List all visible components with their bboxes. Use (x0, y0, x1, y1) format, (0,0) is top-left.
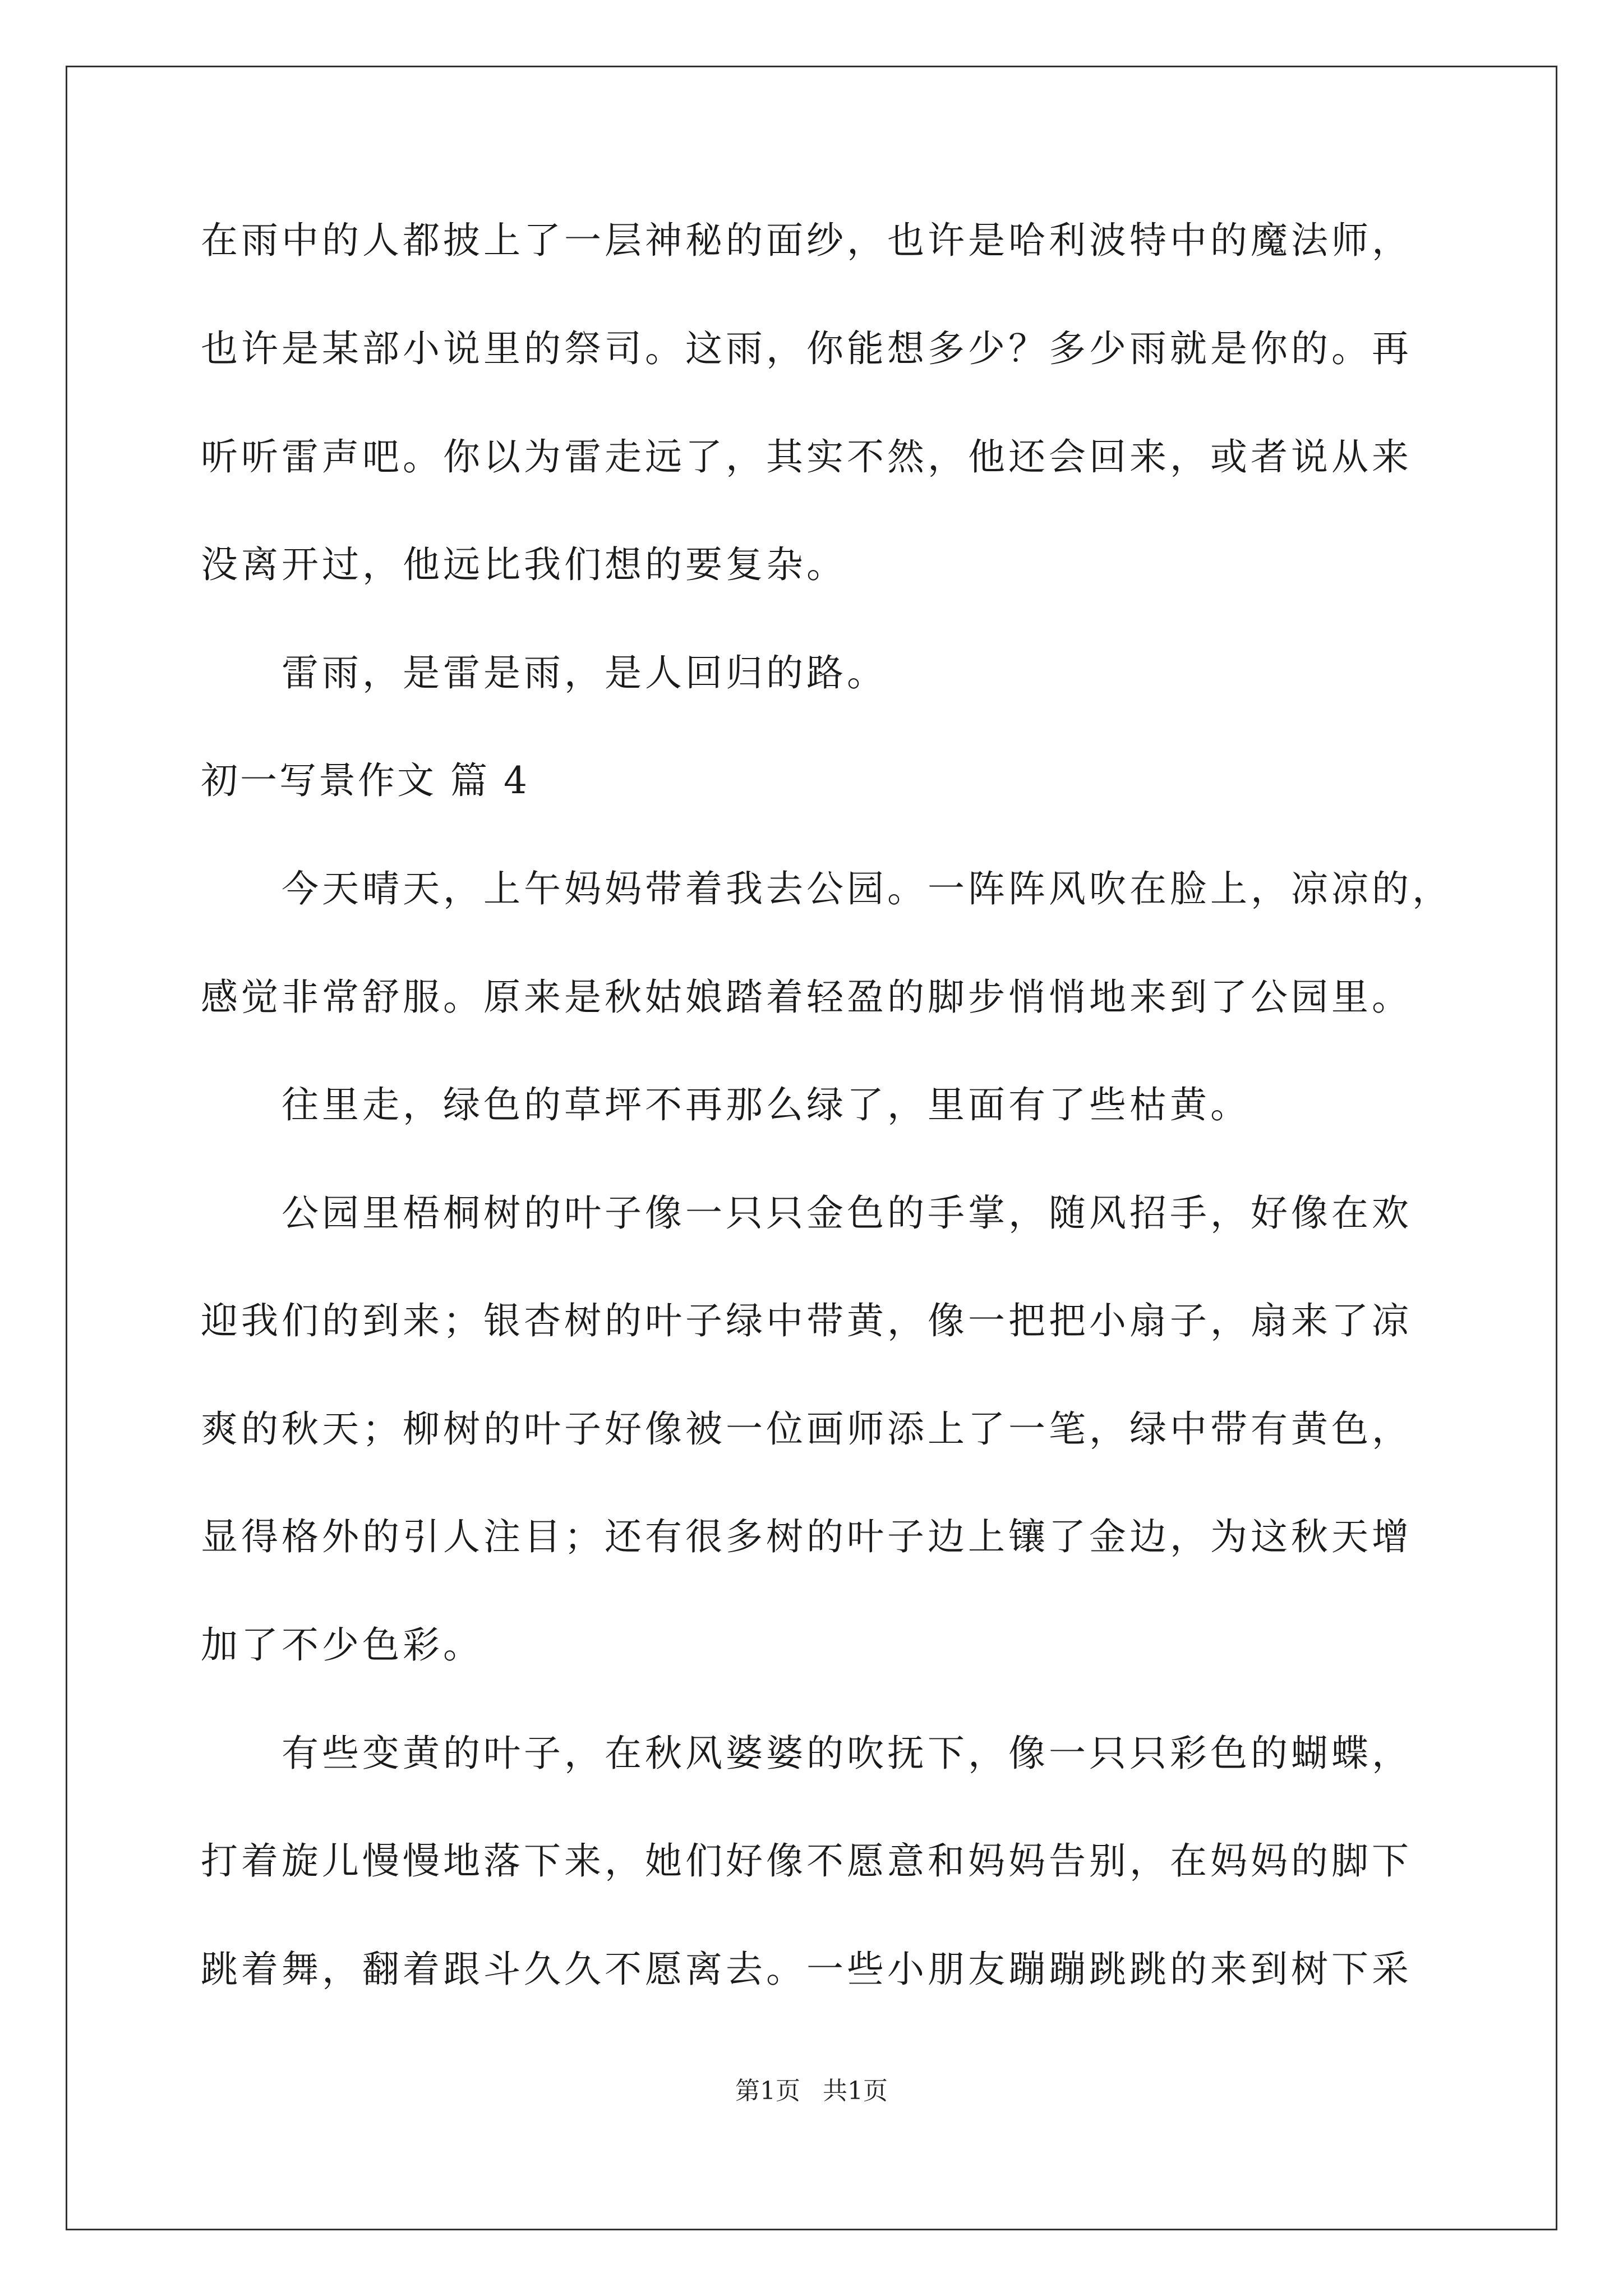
text-line: 在雨中的人都披上了一层神秘的面纱，也许是哈利波特中的魔法师， (201, 219, 1412, 262)
text-line: 爽的秋天；柳树的叶子好像被一位画师添上了一笔，绿中带有黄色， (201, 1407, 1412, 1451)
page-number: 第1页 (735, 2077, 800, 2105)
page-total: 共1页 (823, 2077, 888, 2105)
text-line: 没离开过，他远比我们想的要复杂。 (201, 543, 847, 586)
text-line: 打着旋儿慢慢地落下来，她们好像不愿意和妈妈告别，在妈妈的脚下 (201, 1839, 1412, 1883)
text-line: 感觉非常舒服。原来是秋姑娘踏着轻盈的脚步悄悄地来到了公园里。 (201, 976, 1412, 1019)
section-heading: 初一写景作文 篇 4 (201, 759, 529, 802)
text-line: 迎我们的到来；银杏树的叶子绿中带黄，像一把把小扇子，扇来了凉 (201, 1299, 1412, 1342)
text-line: 雷雨，是雷是雨，是人回归的路。 (282, 651, 887, 694)
text-line: 跳着舞，翻着跟斗久久不愿离去。一些小朋友蹦蹦跳跳的来到树下采 (201, 1948, 1412, 1991)
text-line: 今天晴天，上午妈妈带着我去公园。一阵阵风吹在脸上，凉凉的， (282, 867, 1453, 910)
page-border (66, 66, 1557, 2230)
text-line: 公园里梧桐树的叶子像一只只金色的手掌，随风招手，好像在欢 (282, 1191, 1412, 1235)
text-line: 加了不少色彩。 (201, 1623, 483, 1667)
text-line: 有些变黄的叶子，在秋风婆婆的吹抚下，像一只只彩色的蝴蝶， (282, 1732, 1412, 1775)
page-footer (0, 2076, 1623, 2107)
text-line: 显得格外的引人注目；还有很多树的叶子边上镶了金边，为这秋天增 (201, 1515, 1412, 1558)
text-line: 听听雷声吧。你以为雷走远了，其实不然，他还会回来，或者说从来 (201, 435, 1412, 478)
text-line: 往里走，绿色的草坪不再那么绿了，里面有了些枯黄。 (282, 1083, 1251, 1126)
text-line: 也许是某部小说里的祭司。这雨，你能想多少？多少雨就是你的。再 (201, 327, 1412, 370)
